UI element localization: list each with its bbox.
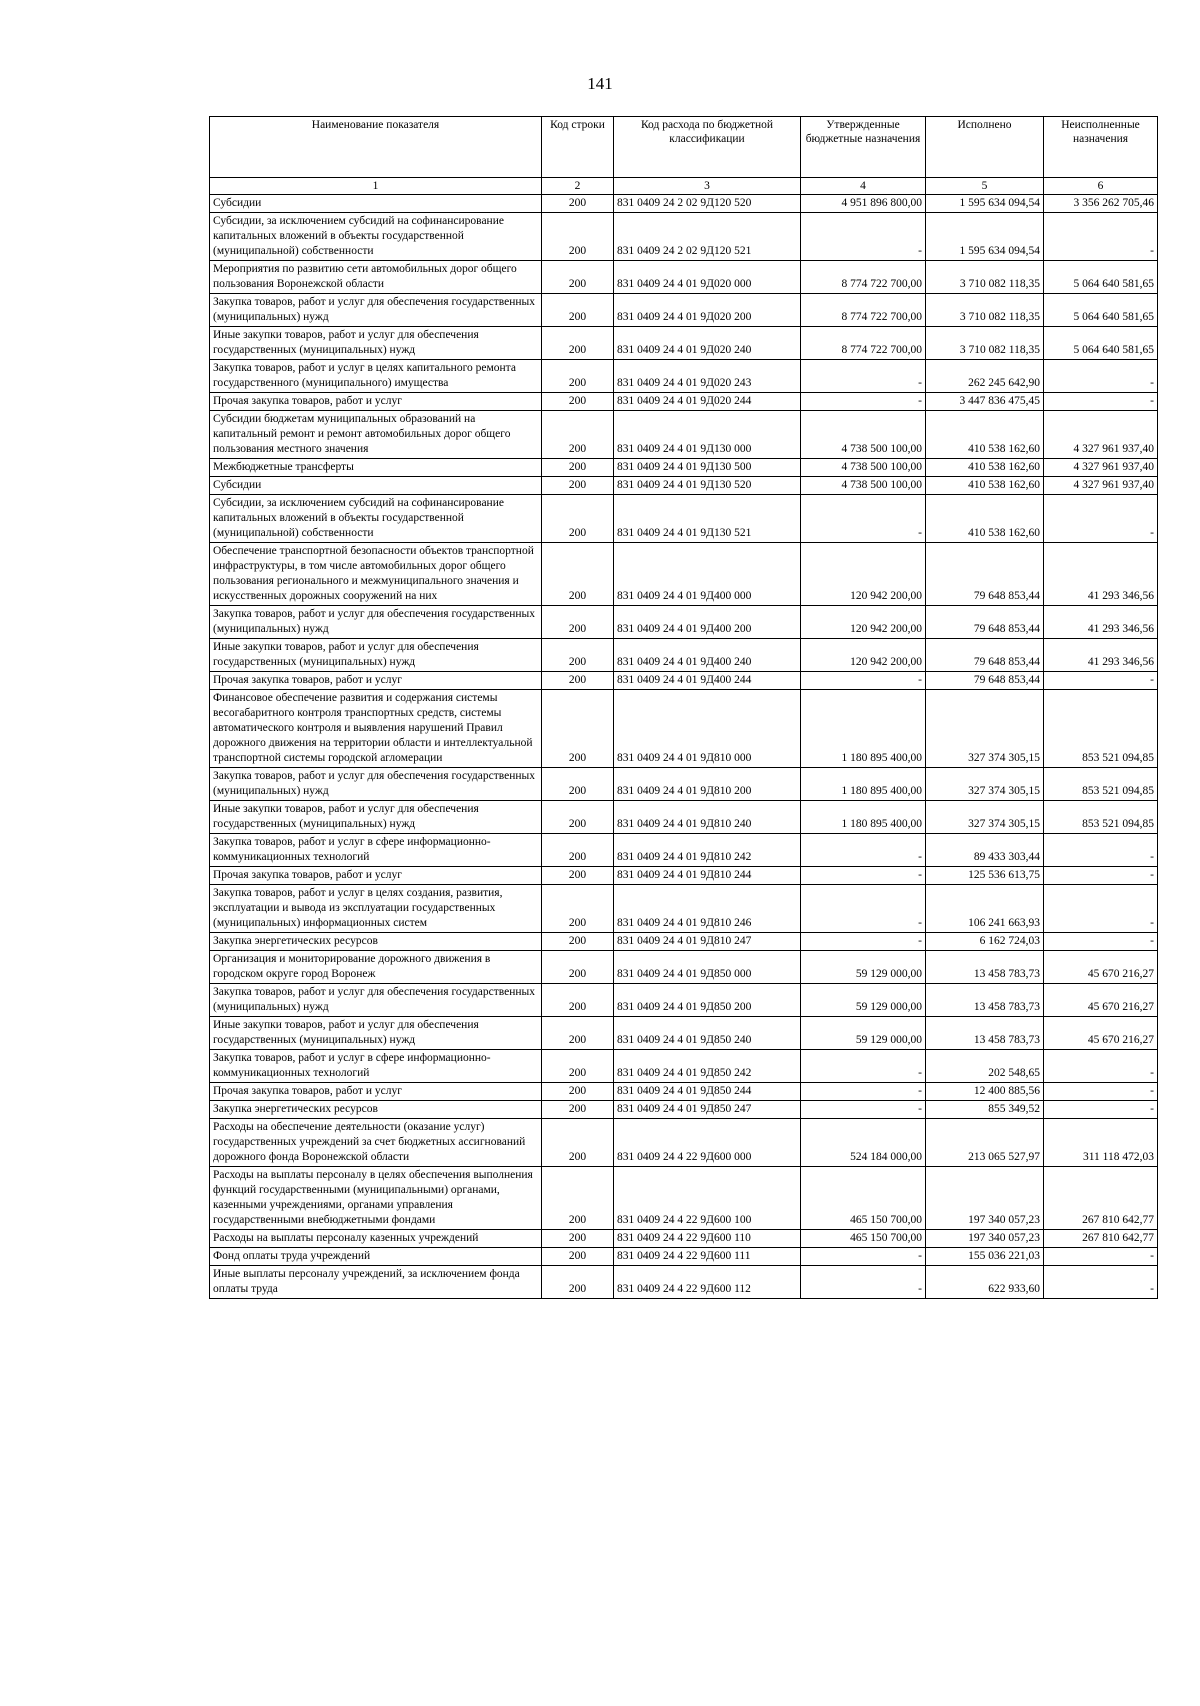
row-name: Иные закупки товаров, работ и услуг для обеспечения государственных (муниципальных) нужд <box>210 639 542 672</box>
row-executed-amount: 13 458 783,73 <box>926 984 1044 1017</box>
row-executed-amount: 213 065 527,97 <box>926 1119 1044 1167</box>
row-unexecuted-amount: 4 327 961 937,40 <box>1044 411 1158 459</box>
row-unexecuted-amount: - <box>1044 834 1158 867</box>
row-name: Иные закупки товаров, работ и услуг для обеспечения государственных (муниципальных) нужд <box>210 1017 542 1050</box>
row-approved-amount: 4 951 896 800,00 <box>801 195 926 213</box>
row-approved-amount: 524 184 000,00 <box>801 1119 926 1167</box>
row-line-code: 200 <box>542 543 614 606</box>
row-unexecuted-amount: 45 670 216,27 <box>1044 984 1158 1017</box>
header-executed: Исполнено <box>926 117 1044 178</box>
row-unexecuted-amount: 4 327 961 937,40 <box>1044 477 1158 495</box>
row-name: Субсидии, за исключением субсидий на софинансирование капитальных вложений в объекты государственной (муниципальной) собственности <box>210 213 542 261</box>
table-row <box>210 639 1158 672</box>
row-unexecuted-amount: - <box>1044 867 1158 885</box>
row-budget-code: 831 0409 24 2 02 9Д120 520 <box>614 195 801 213</box>
row-approved-amount: 4 738 500 100,00 <box>801 477 926 495</box>
row-approved-amount: 59 129 000,00 <box>801 951 926 984</box>
row-budget-code: 831 0409 24 4 01 9Д810 244 <box>614 867 801 885</box>
row-unexecuted-amount: - <box>1044 1266 1158 1299</box>
header-unexecuted: Неисполненные назначения <box>1044 117 1158 178</box>
row-name: Закупка товаров, работ и услуг для обеспечения государственных (муниципальных) нужд <box>210 606 542 639</box>
table-row <box>210 213 1158 261</box>
row-executed-amount: 79 648 853,44 <box>926 606 1044 639</box>
row-budget-code: 831 0409 24 4 01 9Д020 000 <box>614 261 801 294</box>
table-row <box>210 1083 1158 1101</box>
header-row <box>210 117 1158 178</box>
row-executed-amount: 13 458 783,73 <box>926 951 1044 984</box>
table-row <box>210 1248 1158 1266</box>
row-line-code: 200 <box>542 951 614 984</box>
row-line-code: 200 <box>542 639 614 672</box>
row-budget-code: 831 0409 24 4 22 9Д600 100 <box>614 1167 801 1230</box>
row-line-code: 200 <box>542 984 614 1017</box>
row-line-code: 200 <box>542 1050 614 1083</box>
row-executed-amount: 79 648 853,44 <box>926 543 1044 606</box>
table-row <box>210 1050 1158 1083</box>
row-line-code: 200 <box>542 1266 614 1299</box>
row-name: Закупка товаров, работ и услуг в целях создания, развития, эксплуатации и вывода из эксплуатации государственных (муниципальных) информационных систем <box>210 885 542 933</box>
row-executed-amount: 410 538 162,60 <box>926 495 1044 543</box>
row-budget-code: 831 0409 24 4 22 9Д600 112 <box>614 1266 801 1299</box>
row-approved-amount: - <box>801 834 926 867</box>
row-executed-amount: 3 710 082 118,35 <box>926 294 1044 327</box>
row-line-code: 200 <box>542 690 614 768</box>
row-executed-amount: 13 458 783,73 <box>926 1017 1044 1050</box>
row-name: Закупка товаров, работ и услуг для обеспечения государственных (муниципальных) нужд <box>210 984 542 1017</box>
row-budget-code: 831 0409 24 4 01 9Д810 246 <box>614 885 801 933</box>
row-unexecuted-amount: - <box>1044 213 1158 261</box>
row-name: Прочая закупка товаров, работ и услуг <box>210 393 542 411</box>
row-approved-amount: 59 129 000,00 <box>801 984 926 1017</box>
row-budget-code: 831 0409 24 4 01 9Д850 244 <box>614 1083 801 1101</box>
page-number: 141 <box>587 74 613 93</box>
row-budget-code: 831 0409 24 4 01 9Д130 500 <box>614 459 801 477</box>
row-line-code: 200 <box>542 195 614 213</box>
row-unexecuted-amount: 4 327 961 937,40 <box>1044 459 1158 477</box>
row-line-code: 200 <box>542 1248 614 1266</box>
column-number: 3 <box>614 178 801 195</box>
row-line-code: 200 <box>542 327 614 360</box>
table-row <box>210 885 1158 933</box>
row-budget-code: 831 0409 24 4 01 9Д810 247 <box>614 933 801 951</box>
row-approved-amount: - <box>801 1083 926 1101</box>
row-line-code: 200 <box>542 459 614 477</box>
row-budget-code: 831 0409 24 4 01 9Д850 242 <box>614 1050 801 1083</box>
row-unexecuted-amount: 853 521 094,85 <box>1044 690 1158 768</box>
row-executed-amount: 1 595 634 094,54 <box>926 195 1044 213</box>
row-approved-amount: 465 150 700,00 <box>801 1167 926 1230</box>
row-unexecuted-amount: - <box>1044 360 1158 393</box>
row-executed-amount: 327 374 305,15 <box>926 690 1044 768</box>
row-line-code: 200 <box>542 294 614 327</box>
row-unexecuted-amount: 853 521 094,85 <box>1044 768 1158 801</box>
row-approved-amount: 8 774 722 700,00 <box>801 294 926 327</box>
row-executed-amount: 1 595 634 094,54 <box>926 213 1044 261</box>
row-approved-amount: 465 150 700,00 <box>801 1230 926 1248</box>
row-name: Прочая закупка товаров, работ и услуг <box>210 867 542 885</box>
column-number: 1 <box>210 178 542 195</box>
row-approved-amount: 1 180 895 400,00 <box>801 768 926 801</box>
row-budget-code: 831 0409 24 4 01 9Д850 200 <box>614 984 801 1017</box>
row-line-code: 200 <box>542 495 614 543</box>
row-executed-amount: 106 241 663,93 <box>926 885 1044 933</box>
row-name: Закупка товаров, работ и услуг в сфере информационно-коммуникационных технологий <box>210 834 542 867</box>
row-budget-code: 831 0409 24 4 01 9Д850 000 <box>614 951 801 984</box>
header-line-code: Код строки <box>542 117 614 178</box>
row-line-code: 200 <box>542 393 614 411</box>
row-line-code: 200 <box>542 867 614 885</box>
row-budget-code: 831 0409 24 4 01 9Д810 242 <box>614 834 801 867</box>
row-executed-amount: 6 162 724,03 <box>926 933 1044 951</box>
row-unexecuted-amount: 5 064 640 581,65 <box>1044 294 1158 327</box>
row-name: Закупка товаров, работ и услуг в целях капитального ремонта государственного (муниципального) имущества <box>210 360 542 393</box>
row-approved-amount: 1 180 895 400,00 <box>801 801 926 834</box>
row-approved-amount: - <box>801 495 926 543</box>
row-approved-amount: - <box>801 672 926 690</box>
row-line-code: 200 <box>542 477 614 495</box>
table-row <box>210 672 1158 690</box>
row-approved-amount: 120 942 200,00 <box>801 543 926 606</box>
row-name: Организация и мониторирование дорожного движения в городском округе город Воронеж <box>210 951 542 984</box>
table-row <box>210 984 1158 1017</box>
row-executed-amount: 3 447 836 475,45 <box>926 393 1044 411</box>
header-budget-code: Код расхода по бюджетной классификации <box>614 117 801 178</box>
table-row <box>210 261 1158 294</box>
row-approved-amount: - <box>801 393 926 411</box>
table-row <box>210 327 1158 360</box>
row-name: Прочая закупка товаров, работ и услуг <box>210 1083 542 1101</box>
column-number: 2 <box>542 178 614 195</box>
row-executed-amount: 12 400 885,56 <box>926 1083 1044 1101</box>
row-line-code: 200 <box>542 1017 614 1050</box>
table-row <box>210 543 1158 606</box>
row-budget-code: 831 0409 24 4 01 9Д130 521 <box>614 495 801 543</box>
row-line-code: 200 <box>542 411 614 459</box>
row-approved-amount: 8 774 722 700,00 <box>801 261 926 294</box>
table-row <box>210 768 1158 801</box>
row-unexecuted-amount: 853 521 094,85 <box>1044 801 1158 834</box>
row-unexecuted-amount: 41 293 346,56 <box>1044 639 1158 672</box>
row-name: Закупка энергетических ресурсов <box>210 933 542 951</box>
row-unexecuted-amount: - <box>1044 1083 1158 1101</box>
row-approved-amount: - <box>801 1266 926 1299</box>
row-approved-amount: 4 738 500 100,00 <box>801 459 926 477</box>
row-name: Расходы на выплаты персоналу казенных учреждений <box>210 1230 542 1248</box>
row-approved-amount: 120 942 200,00 <box>801 606 926 639</box>
row-name: Субсидии <box>210 195 542 213</box>
row-budget-code: 831 0409 24 4 01 9Д020 200 <box>614 294 801 327</box>
row-budget-code: 831 0409 24 4 01 9Д810 000 <box>614 690 801 768</box>
row-unexecuted-amount: 267 810 642,77 <box>1044 1230 1158 1248</box>
budget-execution-table <box>209 116 1158 1299</box>
row-line-code: 200 <box>542 606 614 639</box>
row-approved-amount: - <box>801 213 926 261</box>
row-approved-amount: - <box>801 1050 926 1083</box>
row-budget-code: 831 0409 24 4 01 9Д020 240 <box>614 327 801 360</box>
column-number-row <box>210 178 1158 195</box>
row-line-code: 200 <box>542 1101 614 1119</box>
row-unexecuted-amount: 41 293 346,56 <box>1044 606 1158 639</box>
row-unexecuted-amount: - <box>1044 1050 1158 1083</box>
row-unexecuted-amount: 45 670 216,27 <box>1044 1017 1158 1050</box>
row-approved-amount: 4 738 500 100,00 <box>801 411 926 459</box>
row-line-code: 200 <box>542 672 614 690</box>
row-name: Прочая закупка товаров, работ и услуг <box>210 672 542 690</box>
table-row <box>210 459 1158 477</box>
row-name: Закупка товаров, работ и услуг для обеспечения государственных (муниципальных) нужд <box>210 768 542 801</box>
row-budget-code: 831 0409 24 4 01 9Д810 200 <box>614 768 801 801</box>
row-unexecuted-amount: 45 670 216,27 <box>1044 951 1158 984</box>
row-unexecuted-amount: 3 356 262 705,46 <box>1044 195 1158 213</box>
row-unexecuted-amount: - <box>1044 393 1158 411</box>
table-row <box>210 294 1158 327</box>
row-name: Закупка энергетических ресурсов <box>210 1101 542 1119</box>
row-budget-code: 831 0409 24 4 01 9Д020 244 <box>614 393 801 411</box>
table-row <box>210 1119 1158 1167</box>
row-line-code: 200 <box>542 213 614 261</box>
header-name: Наименование показателя <box>210 117 542 178</box>
row-line-code: 200 <box>542 933 614 951</box>
row-name: Фонд оплаты труда учреждений <box>210 1248 542 1266</box>
row-executed-amount: 3 710 082 118,35 <box>926 261 1044 294</box>
row-approved-amount: 120 942 200,00 <box>801 639 926 672</box>
row-line-code: 200 <box>542 1167 614 1230</box>
table-row <box>210 195 1158 213</box>
row-budget-code: 831 0409 24 4 01 9Д020 243 <box>614 360 801 393</box>
row-executed-amount: 622 933,60 <box>926 1266 1044 1299</box>
row-unexecuted-amount: - <box>1044 885 1158 933</box>
row-name: Обеспечение транспортной безопасности объектов транспортной инфраструктуры, в том числе автомобильных дорог общего пользования регионального и межмуниципального значения и искусственных дорожных сооружений на них <box>210 543 542 606</box>
row-unexecuted-amount: 5 064 640 581,65 <box>1044 327 1158 360</box>
row-budget-code: 831 0409 24 4 01 9Д400 000 <box>614 543 801 606</box>
row-name: Субсидии бюджетам муниципальных образований на капитальный ремонт и ремонт автомобильных дорог общего пользования местного значения <box>210 411 542 459</box>
row-line-code: 200 <box>542 801 614 834</box>
column-number: 5 <box>926 178 1044 195</box>
row-executed-amount: 89 433 303,44 <box>926 834 1044 867</box>
row-approved-amount: 8 774 722 700,00 <box>801 327 926 360</box>
row-unexecuted-amount: - <box>1044 672 1158 690</box>
row-line-code: 200 <box>542 261 614 294</box>
row-executed-amount: 79 648 853,44 <box>926 639 1044 672</box>
row-executed-amount: 125 536 613,75 <box>926 867 1044 885</box>
table-row <box>210 690 1158 768</box>
row-executed-amount: 327 374 305,15 <box>926 801 1044 834</box>
row-budget-code: 831 0409 24 4 01 9Д810 240 <box>614 801 801 834</box>
table-row <box>210 834 1158 867</box>
row-budget-code: 831 0409 24 4 01 9Д400 200 <box>614 606 801 639</box>
row-name: Закупка товаров, работ и услуг в сфере информационно-коммуникационных технологий <box>210 1050 542 1083</box>
row-budget-code: 831 0409 24 4 22 9Д600 000 <box>614 1119 801 1167</box>
row-unexecuted-amount: 267 810 642,77 <box>1044 1167 1158 1230</box>
table-row <box>210 1230 1158 1248</box>
row-approved-amount: - <box>801 360 926 393</box>
row-budget-code: 831 0409 24 4 01 9Д850 240 <box>614 1017 801 1050</box>
row-name: Мероприятия по развитию сети автомобильных дорог общего пользования Воронежской области <box>210 261 542 294</box>
row-approved-amount: 1 180 895 400,00 <box>801 690 926 768</box>
row-name: Финансовое обеспечение развития и содержания системы весогабаритного контроля транспортных средств, системы автоматического контроля и выявления нарушений Правил дорожного движения на территории области и интеллектуальной транспортной системы городской агломерации <box>210 690 542 768</box>
table-row <box>210 1101 1158 1119</box>
row-executed-amount: 155 036 221,03 <box>926 1248 1044 1266</box>
column-number: 4 <box>801 178 926 195</box>
row-executed-amount: 79 648 853,44 <box>926 672 1044 690</box>
row-line-code: 200 <box>542 768 614 801</box>
row-approved-amount: - <box>801 885 926 933</box>
row-name: Межбюджетные трансферты <box>210 459 542 477</box>
row-unexecuted-amount: - <box>1044 495 1158 543</box>
row-approved-amount: - <box>801 933 926 951</box>
row-budget-code: 831 0409 24 2 02 9Д120 521 <box>614 213 801 261</box>
table-row <box>210 867 1158 885</box>
row-executed-amount: 3 710 082 118,35 <box>926 327 1044 360</box>
row-name: Иные выплаты персоналу учреждений, за исключением фонда оплаты труда <box>210 1266 542 1299</box>
row-executed-amount: 327 374 305,15 <box>926 768 1044 801</box>
table-row <box>210 477 1158 495</box>
row-unexecuted-amount: 5 064 640 581,65 <box>1044 261 1158 294</box>
row-unexecuted-amount: 41 293 346,56 <box>1044 543 1158 606</box>
row-line-code: 200 <box>542 1230 614 1248</box>
row-line-code: 200 <box>542 1119 614 1167</box>
row-line-code: 200 <box>542 1083 614 1101</box>
table-row <box>210 801 1158 834</box>
table-row <box>210 360 1158 393</box>
table-row <box>210 1266 1158 1299</box>
table-row <box>210 951 1158 984</box>
row-budget-code: 831 0409 24 4 22 9Д600 110 <box>614 1230 801 1248</box>
row-executed-amount: 262 245 642,90 <box>926 360 1044 393</box>
row-approved-amount: 59 129 000,00 <box>801 1017 926 1050</box>
row-line-code: 200 <box>542 834 614 867</box>
row-executed-amount: 410 538 162,60 <box>926 459 1044 477</box>
table-row <box>210 606 1158 639</box>
row-executed-amount: 855 349,52 <box>926 1101 1044 1119</box>
row-unexecuted-amount: - <box>1044 933 1158 951</box>
row-approved-amount: - <box>801 1101 926 1119</box>
column-number: 6 <box>1044 178 1158 195</box>
table-row <box>210 1017 1158 1050</box>
row-name: Иные закупки товаров, работ и услуг для обеспечения государственных (муниципальных) нужд <box>210 327 542 360</box>
row-budget-code: 831 0409 24 4 01 9Д400 240 <box>614 639 801 672</box>
table-row <box>210 495 1158 543</box>
row-unexecuted-amount: - <box>1044 1101 1158 1119</box>
row-name: Расходы на обеспечение деятельности (оказание услуг) государственных учреждений за счет бюджетных ассигнований дорожного фонда Воронежской области <box>210 1119 542 1167</box>
table-row <box>210 933 1158 951</box>
table-row <box>210 393 1158 411</box>
row-approved-amount: - <box>801 867 926 885</box>
row-name: Расходы на выплаты персоналу в целях обеспечения выполнения функций государственными (муниципальными) органами, казенными учреждениями, органами управления государственными внебюджетными фондами <box>210 1167 542 1230</box>
row-approved-amount: - <box>801 1248 926 1266</box>
header-approved: Утвержденные бюджетные назначения <box>801 117 926 178</box>
row-unexecuted-amount: 311 118 472,03 <box>1044 1119 1158 1167</box>
row-budget-code: 831 0409 24 4 01 9Д130 520 <box>614 477 801 495</box>
row-executed-amount: 197 340 057,23 <box>926 1230 1044 1248</box>
row-name: Иные закупки товаров, работ и услуг для обеспечения государственных (муниципальных) нужд <box>210 801 542 834</box>
table-row <box>210 1167 1158 1230</box>
row-line-code: 200 <box>542 885 614 933</box>
row-budget-code: 831 0409 24 4 01 9Д850 247 <box>614 1101 801 1119</box>
row-executed-amount: 202 548,65 <box>926 1050 1044 1083</box>
row-executed-amount: 197 340 057,23 <box>926 1167 1044 1230</box>
row-executed-amount: 410 538 162,60 <box>926 411 1044 459</box>
row-executed-amount: 410 538 162,60 <box>926 477 1044 495</box>
row-budget-code: 831 0409 24 4 01 9Д400 244 <box>614 672 801 690</box>
row-name: Субсидии, за исключением субсидий на софинансирование капитальных вложений в объекты государственной (муниципальной) собственности <box>210 495 542 543</box>
row-unexecuted-amount: - <box>1044 1248 1158 1266</box>
table-row <box>210 411 1158 459</box>
row-budget-code: 831 0409 24 4 01 9Д130 000 <box>614 411 801 459</box>
row-budget-code: 831 0409 24 4 22 9Д600 111 <box>614 1248 801 1266</box>
row-line-code: 200 <box>542 360 614 393</box>
row-name: Субсидии <box>210 477 542 495</box>
row-name: Закупка товаров, работ и услуг для обеспечения государственных (муниципальных) нужд <box>210 294 542 327</box>
